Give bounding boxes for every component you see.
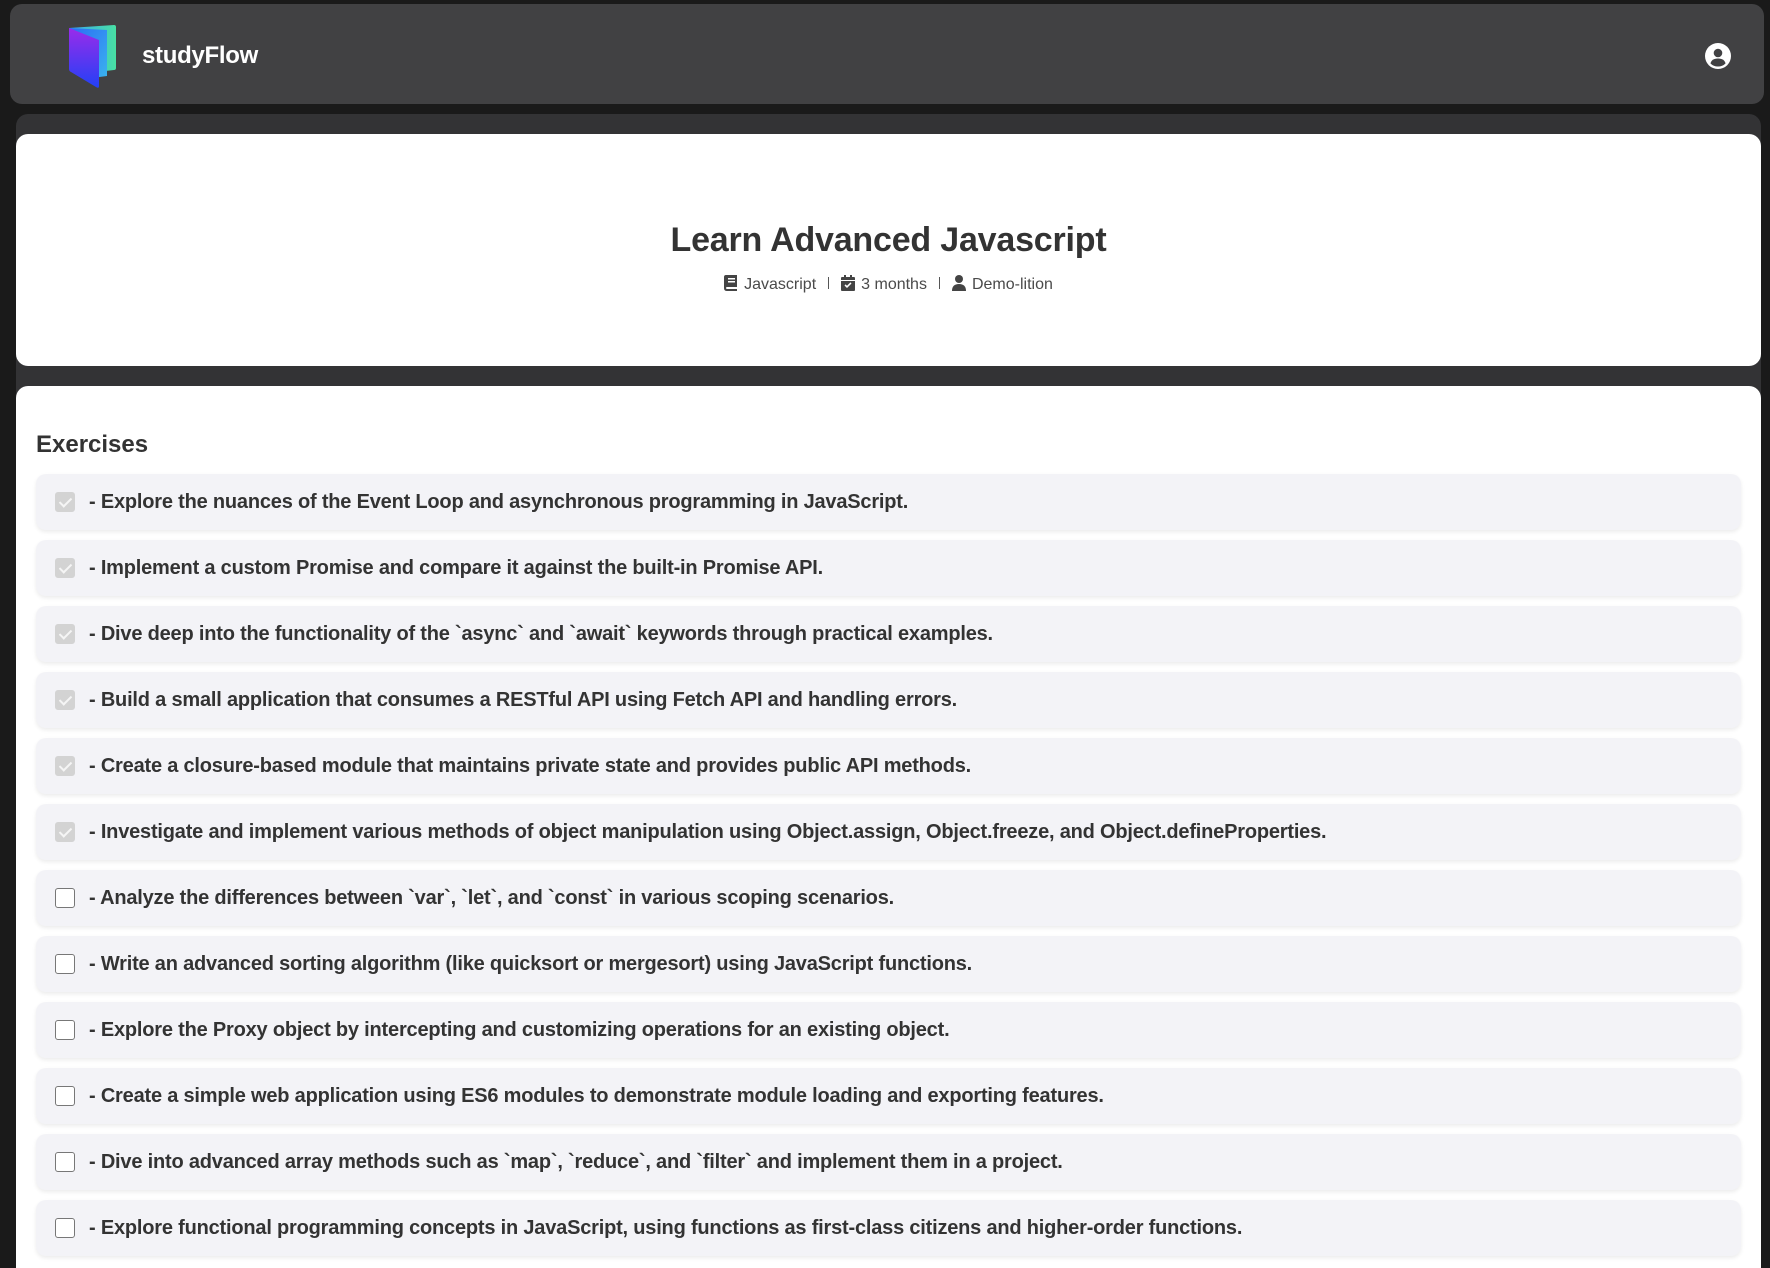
exercise-text: - Dive into advanced array methods such as `map`, `reduce`, and `filter` and implement them in a project. [89,1150,1063,1173]
plan-meta [16,276,1761,294]
exercise-checkbox-checked[interactable] [55,756,75,776]
exercise-item[interactable] [36,870,1741,926]
exercise-item[interactable] [36,1002,1741,1058]
exercise-item[interactable] [36,1134,1741,1190]
meta-topic-label: Javascript [744,276,817,293]
exercise-text: - Analyze the differences between `var`, `let`, and `const` in various scoping scenarios. [89,886,894,909]
exercise-item[interactable] [36,804,1741,860]
exercises-card [16,386,1761,1268]
exercise-text: - Create a simple web application using ES6 modules to demonstrate module loading and exporting features. [89,1084,1104,1107]
meta-divider [939,277,940,289]
exercise-checkbox-checked[interactable] [55,624,75,644]
exercise-list [36,474,1741,1266]
exercise-checkbox-checked[interactable] [55,492,75,512]
exercise-checkbox[interactable] [55,1020,75,1040]
meta-topic [724,276,816,294]
exercise-text: - Dive deep into the functionality of the `async` and `await` keywords through practical examples. [89,622,993,645]
meta-author [952,276,1053,294]
app-header [10,4,1764,104]
exercise-item[interactable] [36,738,1741,794]
exercise-checkbox-checked[interactable] [55,822,75,842]
exercise-text: - Create a closure-based module that maintains private state and provides public API methods. [89,754,971,777]
exercise-text: - Explore functional programming concepts in JavaScript, using functions as first-class citizens and higher-order functions. [89,1216,1243,1239]
exercise-text: - Explore the nuances of the Event Loop and asynchronous programming in JavaScript. [89,490,909,513]
exercise-item[interactable] [36,1068,1741,1124]
meta-divider [828,277,829,289]
exercise-checkbox-checked[interactable] [55,690,75,710]
book-icon [724,275,738,291]
exercise-text: - Implement a custom Promise and compare it against the built-in Promise API. [89,556,824,579]
exercise-checkbox-checked[interactable] [55,558,75,578]
exercise-text: - Write an advanced sorting algorithm (like quicksort or mergesort) using JavaScript functions. [89,952,973,975]
exercise-checkbox[interactable] [55,1152,75,1172]
calendar-check-icon [841,275,855,291]
exercise-item[interactable] [36,540,1741,596]
meta-duration [841,276,927,294]
user-icon [952,275,966,291]
exercise-checkbox[interactable] [55,1218,75,1238]
exercise-checkbox[interactable] [55,954,75,974]
exercise-item[interactable] [36,672,1741,728]
user-circle-icon[interactable] [1705,43,1731,69]
plan-header-card [16,134,1761,366]
studyflow-logo-icon[interactable] [67,20,117,90]
exercise-text: - Explore the Proxy object by intercepting and customizing operations for an existing object. [89,1018,950,1041]
app-name[interactable]: studyFlow [142,42,258,69]
exercise-text: - Investigate and implement various methods of object manipulation using Object.assign, Object.freeze, and Object.defineProperties. [89,820,1327,843]
exercise-checkbox[interactable] [55,1086,75,1106]
exercise-item[interactable] [36,1200,1741,1256]
page-title: Learn Advanced Javascript [670,221,1107,259]
exercises-heading: Exercises [36,431,149,458]
exercise-checkbox[interactable] [55,888,75,908]
meta-author-label: Demo-lition [971,276,1053,293]
meta-duration-label: 3 months [861,276,927,293]
exercise-item[interactable] [36,474,1741,530]
exercise-text: - Build a small application that consumes a RESTful API using Fetch API and handling errors. [89,688,958,711]
exercise-item[interactable] [36,936,1741,992]
exercise-item[interactable] [36,606,1741,662]
